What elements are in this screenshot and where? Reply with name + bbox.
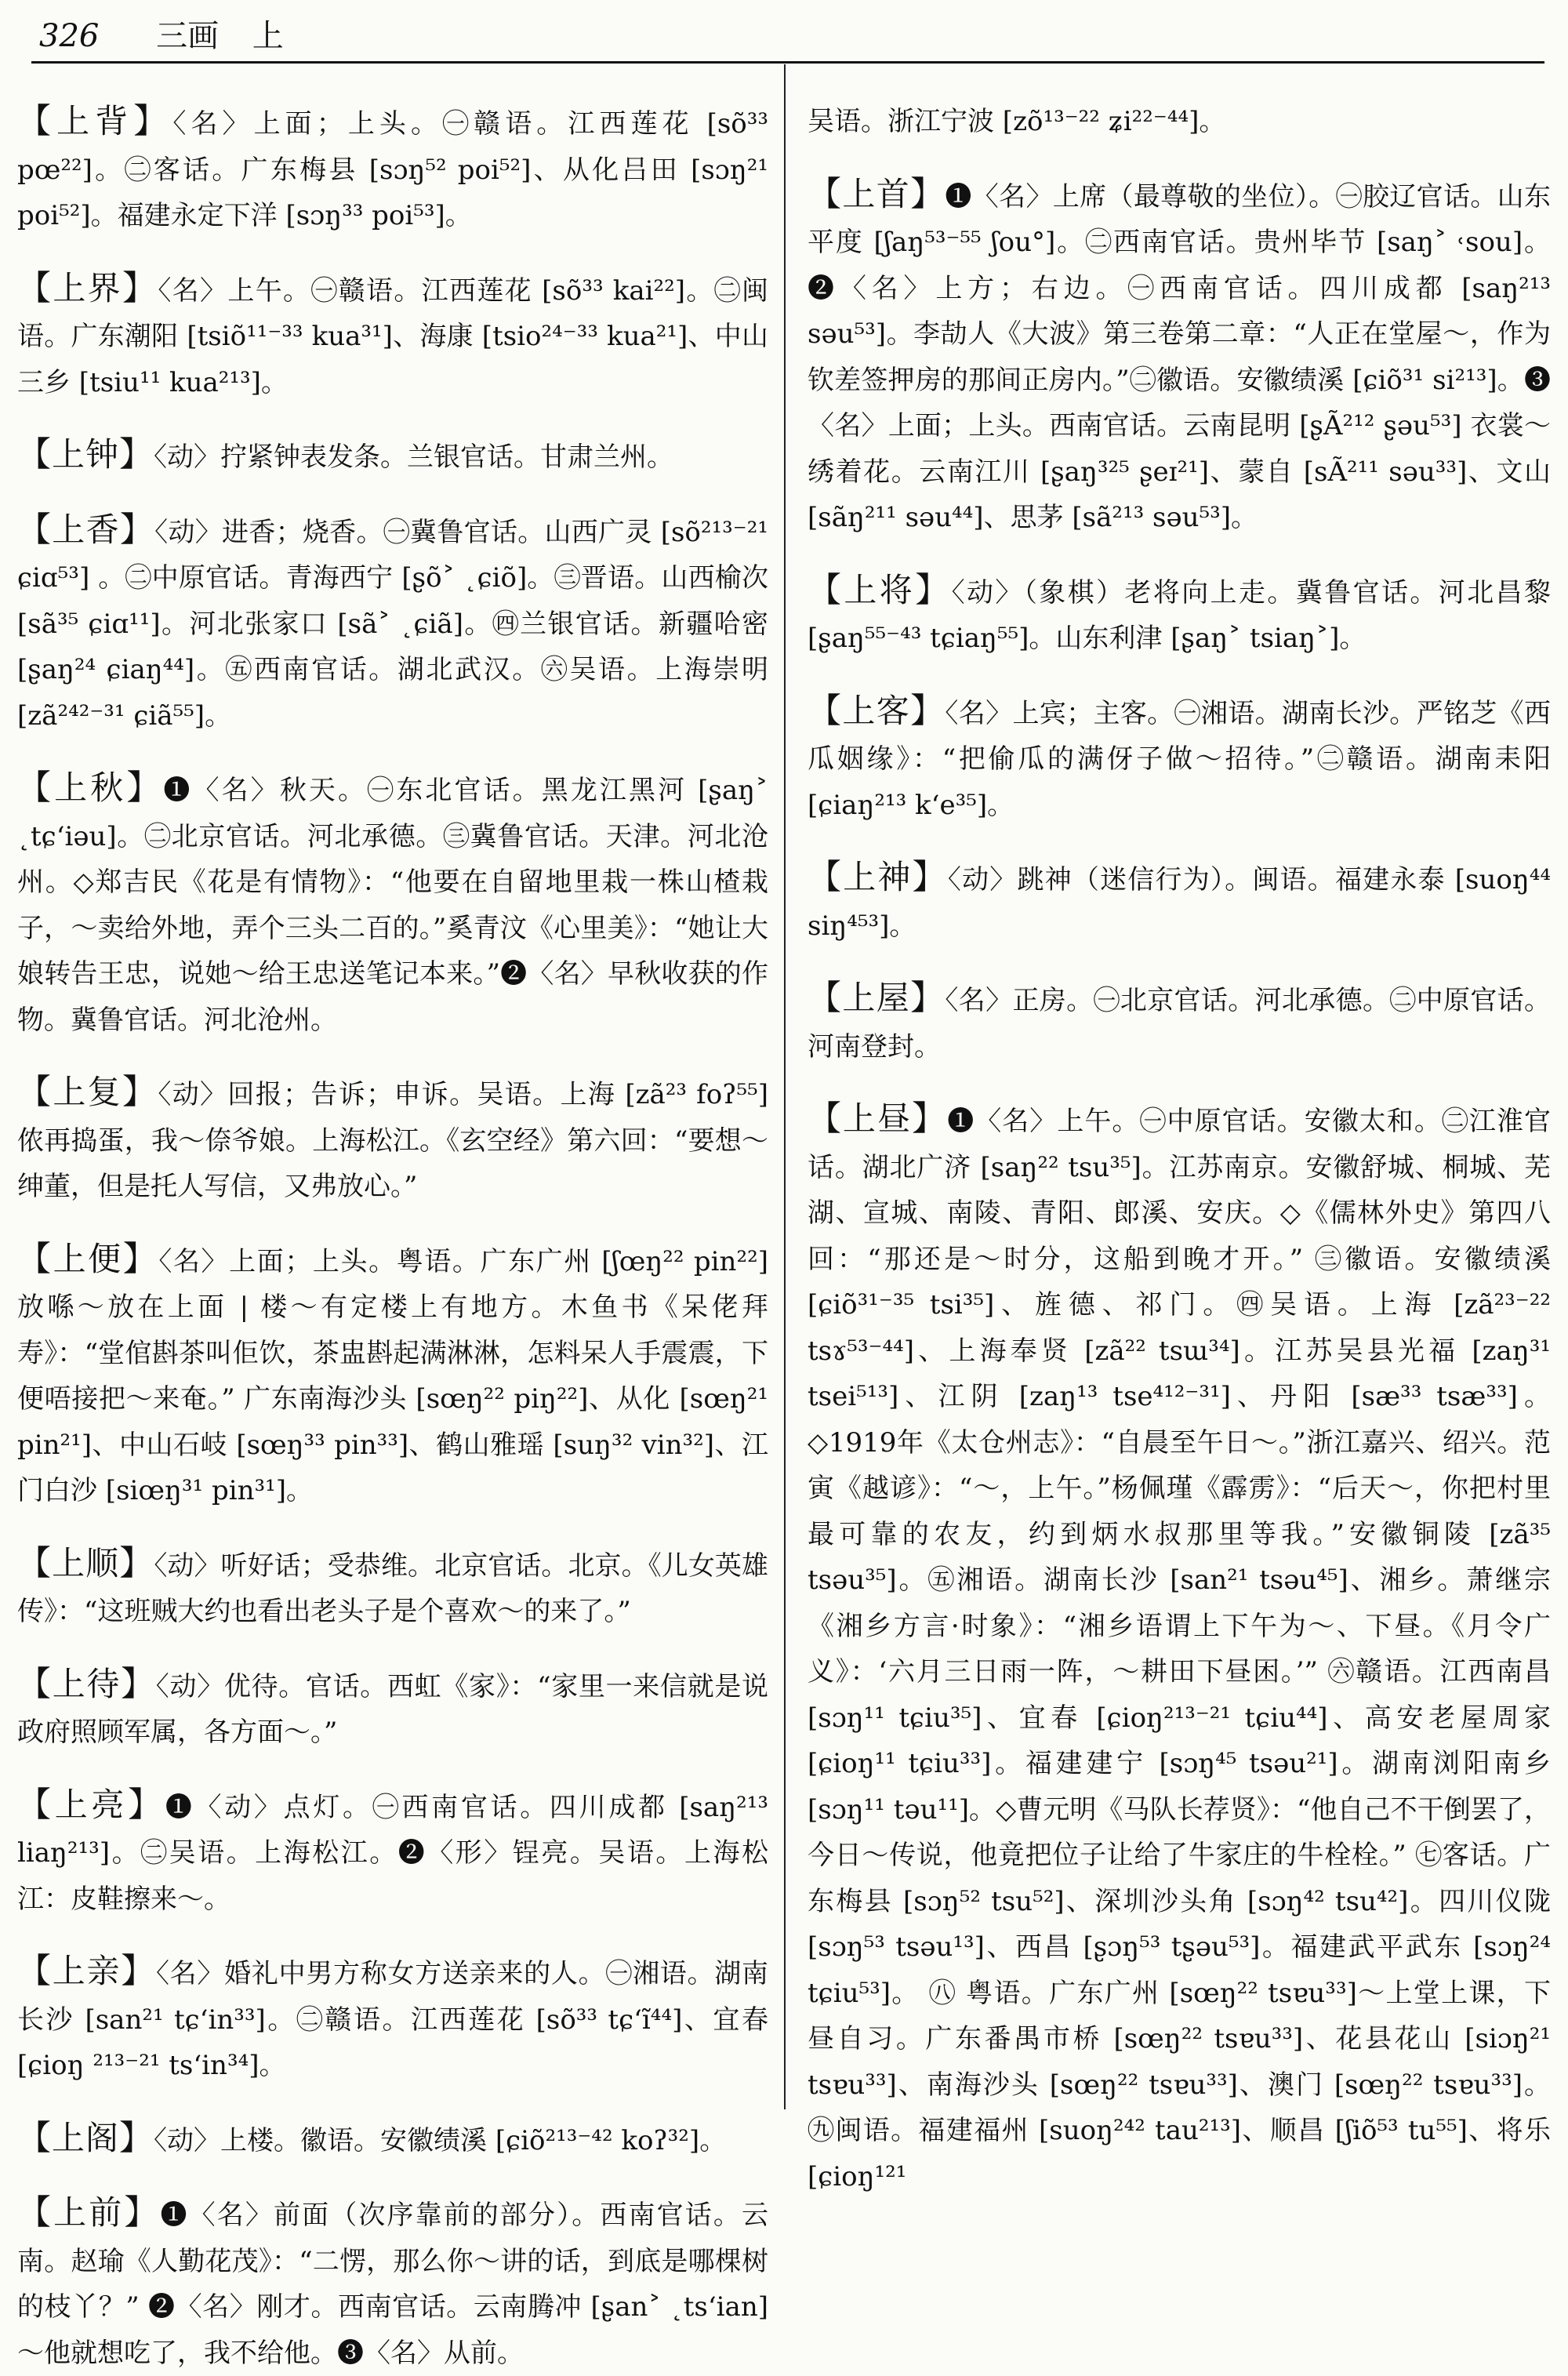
headword-text: 上将	[844, 570, 916, 609]
headword: 【上便】	[17, 1239, 159, 1279]
headword: 【上背】	[17, 102, 173, 141]
entry-definition: ❶〈名〉上席（最尊敬的坐位）。㊀胶辽官话。山东平度 [ʃaŋ⁵³⁻⁵⁵ ʃou°]。㊁西南官话。贵州毕节 [saŋ˃ ˓sou]。 ❷〈名〉上方；右边。㊀西南官话。四川成都 [saŋ²¹³ səu⁵³]。李劼人《大波》第三卷第二章：“人正在堂屋～，作为钦差签押房的那间正房内。”㊁徽语。安徽绩溪 [ɕiõ³¹ si²¹³]。❸〈名〉上面；上头。西南官话。云南昆明 [ʂÃ²¹² ʂəu⁵³] 衣裳～绣着花。云南江川 [ʂaŋ³²⁵ ʂeɪ²¹]、蒙自 [sÃ²¹¹ səu³³]、文山 [sãŋ²¹¹ səu⁴⁴]、思茅 [sã²¹³ səu⁵³]。	[808, 180, 1552, 533]
headword-text: 上钟	[52, 435, 120, 474]
entry-definition: ❶〈名〉前面（次序靠前的部分）。西南官话。云南。赵瑜《人勤花茂》：“二愣，那么你～讲的话，到底是哪棵树的枝丫？” ❷〈名〉刚才。西南官话。云南腾冲 [ʂan˃ ˛tsʻian]～他就想吃了，我不给他。❸〈名〉从前。	[17, 2200, 769, 2369]
entry-definition: 〈动〉（象棋）老将向上走。冀鲁官话。河北昌黎 [ʂaŋ⁵⁵⁻⁴³ tɕiaŋ⁵⁵]。山东利津 [ʂaŋ˃ tsiaŋ˃]。	[808, 576, 1552, 654]
headword-text: 上昼	[843, 1099, 913, 1138]
headword: 【上屋】	[808, 979, 946, 1018]
headword-text: 上秋	[54, 768, 127, 807]
headword-text: 上亲	[52, 1952, 122, 1990]
headword-text: 上前	[53, 2193, 125, 2232]
headword-text: 上阁	[52, 2118, 120, 2157]
headword-text: 上神	[843, 858, 913, 896]
headword-text: 上屋	[842, 979, 911, 1017]
entry-definition: 〈动〉回报；告诉；申诉。吴语。上海 [zã²³ foʔ⁵⁵] 侬再捣蛋，我～倷爷娘。上海松江。《玄空经》第六回：“要想～绅董，但是托人写信，又弗放心。”	[17, 1079, 768, 1202]
dictionary-entry	[17, 1782, 768, 1923]
headword-text: 上背	[56, 102, 134, 140]
headword: 【上前】	[17, 2193, 161, 2232]
dictionary-entry	[808, 855, 1551, 949]
entry-definition: ❶〈名〉上午。㊀中原官话。安徽太和。㊁江淮官话。湖北广济 [saŋ²² tsu³⁵]。江苏南京。安徽舒城、桐城、芜湖、宣城、南陵、青阳、郎溪、安庆。◇《儒林外史》第四八回：“那还是～时分，这船到晚才开。” ㊂徽语。安徽绩溪 [ɕiõ³¹⁻³⁵ tsi³⁵]、旌德、祁门。㊃吴语。上海 [zã²³⁻²² tsɤ⁵³⁻⁴⁴]、上海奉贤 [zã²² tsɯ³⁴]。江苏吴县光福 [zaŋ³¹ tsei⁵¹³]、江阴 [zaŋ¹³ tse⁴¹²⁻³¹]、丹阳 [sæ³³ tsæ³³]。◇1919年《太仓州志》：“自晨至午日～。”浙江嘉兴、绍兴。范寅《越谚》：“～，上午。”杨佩瑾《霹雳》：“后天～，你把村里最可靠的农友，约到炳水叔那里等我。”安徽铜陵 [zã³⁵ tsəu³⁵]。㊄湘语。湖南长沙 [san²¹ tsəu⁴⁵]、湘乡。萧继宗《湘乡方言·时象》：“湘乡语谓上下午为～、下昼。《月令广义》：‘六月三日雨一阵，～耕田下昼困。’” ㊅赣语。江西南昌 [sɔŋ¹¹ tɕiu³⁵]、宜春 [ɕioŋ²¹³⁻²¹ tɕiu⁴⁴]、高安老屋周家 [ɕioŋ¹¹ tɕiu³³]。福建建宁 [sɔŋ⁴⁵ tsəu²¹]。湖南浏阳南乡 [sɔŋ¹¹ təu¹¹]。◇曹元明《马队长荐贤》：“他自己不干倒罢了，今日～传说，他竟把位子让给了牛家庄的牛栓栓。” ㊆客话。广东梅县 [sɔŋ⁵² tsu⁵²]、深圳沙头角 [sɔŋ⁴² tsu⁴²]。四川仪陇 [sɔŋ⁵³ tsəu¹³]、西昌 [ʂɔŋ⁵³ tʂəu⁵³]。福建武平武东 [sɔŋ²⁴ tɕiu⁵³]。 ㊇ 粤语。广东广州 [sœŋ²² tsɐu³³]～上堂上课，下昼自习。广东番禺市桥 [sœŋ²² tsɐu³³]、花县花山 [siɔŋ²¹ tsɐu³³]、南海沙头 [sœŋ²² tsɐu³³]、澳门 [sœŋ²² tsɐu³³]。㊈闽语。福建福州 [suoŋ²⁴² tau²¹³]、顺昌 [ʃiõ⁵³ tu⁵⁵]、将乐 [ɕioŋ¹²¹	[808, 1106, 1552, 2193]
entry-definition: 〈名〉上午。㊀赣语。江西莲花 [sõ³³ kai²²]。㊁闽语。广东潮阳 [tsiõ¹¹⁻³³ kua³¹]、海康 [tsio²⁴⁻³³ kua²¹]、中山三乡 [tsiu¹¹ kua²¹³]。	[17, 274, 769, 398]
dictionary-entry	[17, 266, 768, 406]
right-column	[808, 72, 1552, 2193]
headword-text: 上首	[842, 174, 911, 213]
dictionary-entry	[808, 688, 1551, 829]
headword-text: 上待	[52, 1664, 122, 1703]
headword: 【上香】	[17, 510, 155, 550]
header-rule	[31, 61, 1544, 64]
headword: 【上钟】	[17, 435, 154, 474]
headword-text: 上亮	[54, 1785, 129, 1824]
entry-definition: 〈动〉优待。官话。西虹《家》：“家里一来信就是说政府照顾军属，各方面～。”	[17, 1670, 769, 1748]
entry-definition: ❶〈动〉点灯。㊀西南官话。四川成都 [saŋ²¹³ liaŋ²¹³]。㊁吴语。上海松江。❷〈形〉锃亮。吴语。上海松江：皮鞋擦来～。	[17, 1791, 768, 1915]
dictionary-entry	[17, 1541, 768, 1635]
headword: 【上顺】	[17, 1543, 154, 1583]
dictionary-entry	[17, 2190, 768, 2376]
entry-definition: 〈名〉上宾；主客。㊀湘语。湖南长沙。严铭芝《西瓜姻缘》：“把偷瓜的满伢子做～招待。”㊁赣语。湖南耒阳 [ɕiaŋ²¹³ kʻe³⁵]。	[808, 697, 1552, 821]
headword: 【上客】	[808, 691, 946, 731]
entry-definition: 吴语。浙江宁波 [zõ¹³⁻²² ʑi²²⁻⁴⁴]。	[808, 106, 1226, 137]
entry-definition: 〈名〉婚礼中男方称女方送亲来的人。㊀湘语。湖南长沙 [san²¹ tɕʻin³³]。㊁赣语。江西莲花 [sõ³³ tɕʻĩ⁴⁴]、宜春 [ɕioŋ ²¹³⁻²¹ tsʻin³⁴]。	[17, 1958, 768, 2081]
dictionary-entry	[17, 1949, 768, 2089]
dictionary-entry	[17, 765, 768, 1043]
headword: 【上秋】	[17, 768, 164, 808]
entry-definition: 〈名〉上面；上头。㊀赣语。江西莲花 [sõ³³ pœ²²]。㊁客话。广东梅县 [sɔŋ⁵² poi⁵²]、从化吕田 [sɔŋ²¹ poi⁵²]。福建永定下洋 [sɔŋ³³ poi⁵³]。	[17, 108, 769, 231]
running-head	[39, 11, 1544, 61]
headword-text: 上便	[53, 1239, 123, 1278]
entry-definition: 〈动〉上楼。徽语。安徽绩溪 [ɕiõ²¹³⁻⁴² koʔ³²]。	[154, 2124, 727, 2156]
page-number: 326	[39, 18, 100, 54]
dictionary-entry	[808, 1096, 1551, 2200]
entry-definition: 〈动〉进香；烧香。㊀冀鲁官话。山西广灵 [sõ²¹³⁻²¹ ɕiɑ⁵³] 。㊁中原官话。青海西宁 [ʂõ˃ ˛ɕiõ]。㊂晋语。山西榆次 [sã³⁵ ɕiɑ¹¹]。河北张家口 [sã˃ ˛ɕiã]。㊃兰银官话。新疆哈密 [ʂaŋ²⁴ ɕiaŋ⁴⁴]。㊄西南官话。湖北武汉。㊅吴语。上海崇明 [zã²⁴²⁻³¹ ɕiã⁵⁵]。	[17, 516, 768, 732]
dictionary-entry	[17, 1662, 768, 1756]
column-rule	[784, 64, 786, 2109]
dictionary-entry	[17, 99, 768, 239]
headword: 【上亮】	[17, 1785, 165, 1825]
dictionary-entry	[17, 2116, 768, 2164]
headword: 【上首】	[808, 174, 946, 214]
dictionary-entry	[808, 568, 1551, 662]
dictionary-entry	[17, 1237, 768, 1514]
headword-text: 上顺	[52, 1543, 120, 1582]
section-label: 三画	[156, 18, 220, 54]
dictionary-entry	[17, 507, 768, 739]
entry-definition: 〈名〉上面；上头。粤语。广东广州 [ʃœŋ²² pin²²] 放喺～放在上面 | 楼～有定楼上有地方。木鱼书《呆佬拜寿》：“堂倌斟茶叫佢饮，茶盅斟起满淋淋，怎料呆人手震震，下便唔接把～来奄。” 广东南海沙头 [sœŋ²² piŋ²²]、从化 [sœŋ²¹ pin²¹]、中山石岐 [sœŋ³³ pin³³]、鹤山雅瑶 [suŋ³² vin³²]、江门白沙 [siœŋ³¹ pin³¹]。	[17, 1245, 768, 1506]
headword-text: 上界	[53, 268, 123, 307]
entry-definition: 〈动〉拧紧钟表发条。兰银官话。甘肃兰州。	[154, 441, 674, 473]
headword: 【上阁】	[17, 2118, 154, 2158]
headword: 【上昼】	[808, 1099, 948, 1139]
section-char: 上	[252, 18, 284, 54]
left-column	[17, 72, 769, 2369]
dictionary-entry	[17, 1070, 768, 1210]
headword-text: 上客	[842, 691, 911, 730]
headword-text: 上香	[52, 510, 120, 549]
headword: 【上复】	[17, 1073, 158, 1112]
entry-definition: ❶〈名〉秋天。㊀东北官话。黑龙江黑河 [ʂaŋ˃ ˛tɕʻiəu]。㊁北京官话。河北承德。㊂冀鲁官话。天津。河北沧州。◇郑吉民《花是有情物》：“他要在自留地里栽一株山楂栽子，～卖给外地，弄个三头二百的。”奚青汶《心里美》：“她让大娘转告王忠，说她～给王忠送笔记本来。”❷〈名〉早秋收获的作物。冀鲁官话。河北沧州。	[17, 775, 769, 1036]
headword: 【上神】	[808, 858, 948, 897]
headword: 【上待】	[17, 1664, 156, 1704]
entry-definition: 〈名〉正房。㊀北京官话。河北承德。㊁中原官话。河南登封。	[808, 985, 1552, 1063]
entry-definition: 〈动〉跳神（迷信行为）。闽语。福建永泰 [suoŋ⁴⁴ siŋ⁴⁵³]。	[808, 864, 1552, 942]
headword: 【上将】	[808, 570, 952, 610]
headword: 【上亲】	[17, 1952, 156, 1991]
headword-text: 上复	[53, 1073, 123, 1111]
headword: 【上界】	[17, 268, 158, 308]
entry-definition: 〈动〉听好话；受恭维。北京官话。北京。《儿女英雄传》：“这班贼大约也看出老头子是个喜欢～的来了。”	[17, 1549, 769, 1627]
dictionary-entry	[17, 432, 768, 481]
dictionary-entry	[808, 975, 1551, 1070]
dictionary-entry	[808, 172, 1551, 541]
entry-continuation	[808, 99, 1551, 145]
